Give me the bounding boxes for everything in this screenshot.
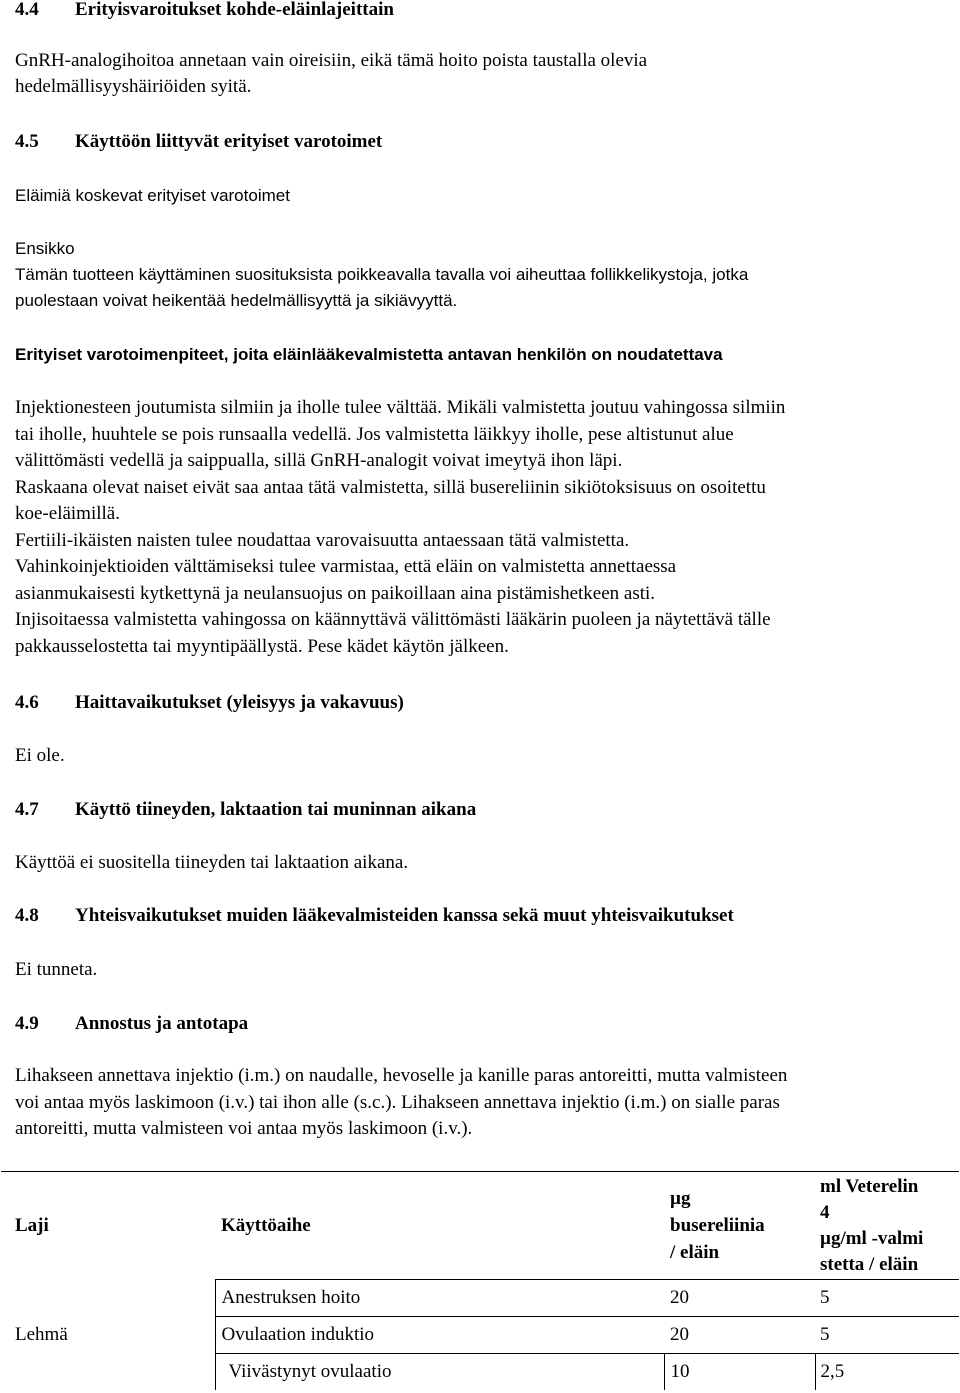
text-line: hedelmällisyyshäiriöiden syitä.	[15, 76, 252, 97]
text-line: GnRH-analogihoitoa annetaan vain oireisiin, eikä tämä hoito poista taustalla olevia	[15, 50, 648, 71]
section-4-7-text: Käyttöä ei suositella tiineyden tai laktaation aikana.	[15, 852, 409, 873]
ensikko-block	[15, 236, 748, 314]
section-title: Haittavaikutukset (yleisyys ja vakavuus)	[75, 692, 404, 713]
section-4-8-text: Ei tunneta.	[15, 959, 98, 980]
dosage-table	[1, 1171, 959, 1390]
section-4-6-heading	[15, 690, 404, 716]
header-line: / eläin	[670, 1242, 720, 1263]
section-title: Erityisvaroitukset kohde-eläinlajeittain	[75, 0, 394, 20]
indication-cell: Ovulaation induktio	[215, 1317, 664, 1354]
text-line: Tämän tuotteen käyttäminen suosituksista poikkeavalla tavalla voi aiheuttaa follikkelikystoja, jotka	[15, 265, 749, 284]
animals-heading: Eläimiä koskevat erityiset varotoimet	[15, 186, 290, 205]
text-line: voi antaa myös laskimoon (i.v.) tai ihon alle (s.c.). Lihakseen annettava injektio (i.m.) on sialle paras	[15, 1091, 780, 1113]
section-4-7-heading	[15, 797, 476, 823]
text-line: antoreitti, mutta valmisteen voi antaa myös laskimoon (i.v.).	[15, 1118, 473, 1139]
header-line: µg/ml -valmi	[820, 1227, 924, 1249]
text-line: koe-eläimillä.	[15, 503, 120, 524]
header-line: stetta / eläin	[820, 1253, 919, 1275]
text-line: Fertiili-ikäisten naisten tulee noudattaa varovaisuutta antaessaan tätä valmistetta.	[15, 529, 630, 551]
dose-ug-cell: 20	[664, 1317, 815, 1354]
indication-cell: Viivästynyt ovulaatio	[215, 1354, 664, 1391]
species-header: Laji	[1, 1172, 215, 1280]
header-line: 4	[820, 1201, 830, 1223]
section-number: 4.4	[15, 0, 39, 20]
dose-ug-cell: 10	[664, 1354, 815, 1391]
header-line: ml Veterelin	[820, 1175, 919, 1197]
section-number: 4.6	[15, 692, 39, 713]
dose-ml-header	[815, 1172, 959, 1280]
text-line: välittömästi vedellä ja saippualla, sillä GnRH-analogit voivat imeytyä ihon läpi.	[15, 450, 623, 471]
section-4-6-text: Ei ole.	[15, 745, 65, 766]
handler-heading: Erityiset varotoimenpiteet, joita eläinlääkevalmistetta antavan henkilön on noudatettava	[15, 345, 723, 364]
text-line: pakkausselostetta tai myyntipäällystä. Pese kädet käytön jälkeen.	[15, 635, 509, 657]
section-title: Annostus ja antotapa	[75, 1013, 249, 1034]
text-line: Injektionesteen joutumista silmiin ja iholle tulee välttää. Mikäli valmistetta joutuu vahingossa silmiin	[15, 397, 786, 418]
section-number: 4.5	[15, 131, 39, 152]
indication-header: Käyttöaihe	[215, 1172, 664, 1280]
dose-ug-header	[664, 1172, 815, 1280]
section-4-5-heading	[15, 129, 382, 155]
handler-text	[15, 395, 947, 660]
section-4-4-text	[15, 48, 647, 100]
species-cell: Lehmä	[15, 1323, 68, 1345]
text-line: Lihakseen annettava injektio (i.m.) on naudalle, hevoselle ja kanille paras antoreitti, mutta valmisteen	[15, 1065, 788, 1086]
section-title: Käyttö tiineyden, laktaation tai muninnan aikana	[75, 799, 477, 820]
section-number: 4.9	[15, 1013, 39, 1034]
dose-ug-cell: 20	[664, 1280, 815, 1317]
header-line: busereliinia	[670, 1215, 765, 1236]
dose-ml-cell: 2,5	[815, 1354, 959, 1391]
section-number: 4.8	[15, 905, 39, 926]
text-line: Raskaana olevat naiset eivät saa antaa tätä valmistetta, sillä busereliinin sikiötoksisuus on osoitettu	[15, 476, 766, 498]
text-line: puolestaan voivat heikentää hedelmällisyyttä ja sikiävyyttä.	[15, 291, 458, 310]
section-4-8-heading	[15, 903, 734, 929]
text-line: tai iholle, huuhtele se pois runsaalla vedellä. Jos valmistetta läikkyy iholle, pese altistunut alue	[15, 423, 734, 445]
section-number: 4.7	[15, 799, 39, 820]
section-title: Yhteisvaikutukset muiden lääkevalmisteiden kanssa sekä muut yhteisvaikutukset	[75, 905, 734, 926]
text-line: Injisoitaessa valmistetta vahingossa on käännyttävä välittömästi lääkärin puoleen ja näytettävä tälle	[15, 609, 771, 630]
header-line: µg	[670, 1188, 691, 1209]
section-title: Käyttöön liittyvät erityiset varotoimet	[75, 131, 383, 152]
text-line: asianmukaisesti kytkettynä ja neulansuojus on paikoillaan aina pistämishetkeen asti.	[15, 582, 656, 604]
section-4-4-heading	[15, 0, 394, 23]
section-4-9-heading	[15, 1011, 248, 1037]
table-row	[1, 1280, 959, 1317]
dose-ml-cell: 5	[815, 1280, 959, 1317]
indication-cell: Anestruksen hoito	[215, 1280, 664, 1317]
section-4-9-text	[15, 1063, 947, 1143]
table-header-row	[1, 1172, 959, 1280]
text-line: Vahinkoinjektioiden välttämiseksi tulee varmistaa, että eläin on valmistetta annettaessa	[15, 556, 677, 577]
ensikko-label: Ensikko	[15, 239, 75, 258]
dose-ml-cell: 5	[815, 1317, 959, 1354]
